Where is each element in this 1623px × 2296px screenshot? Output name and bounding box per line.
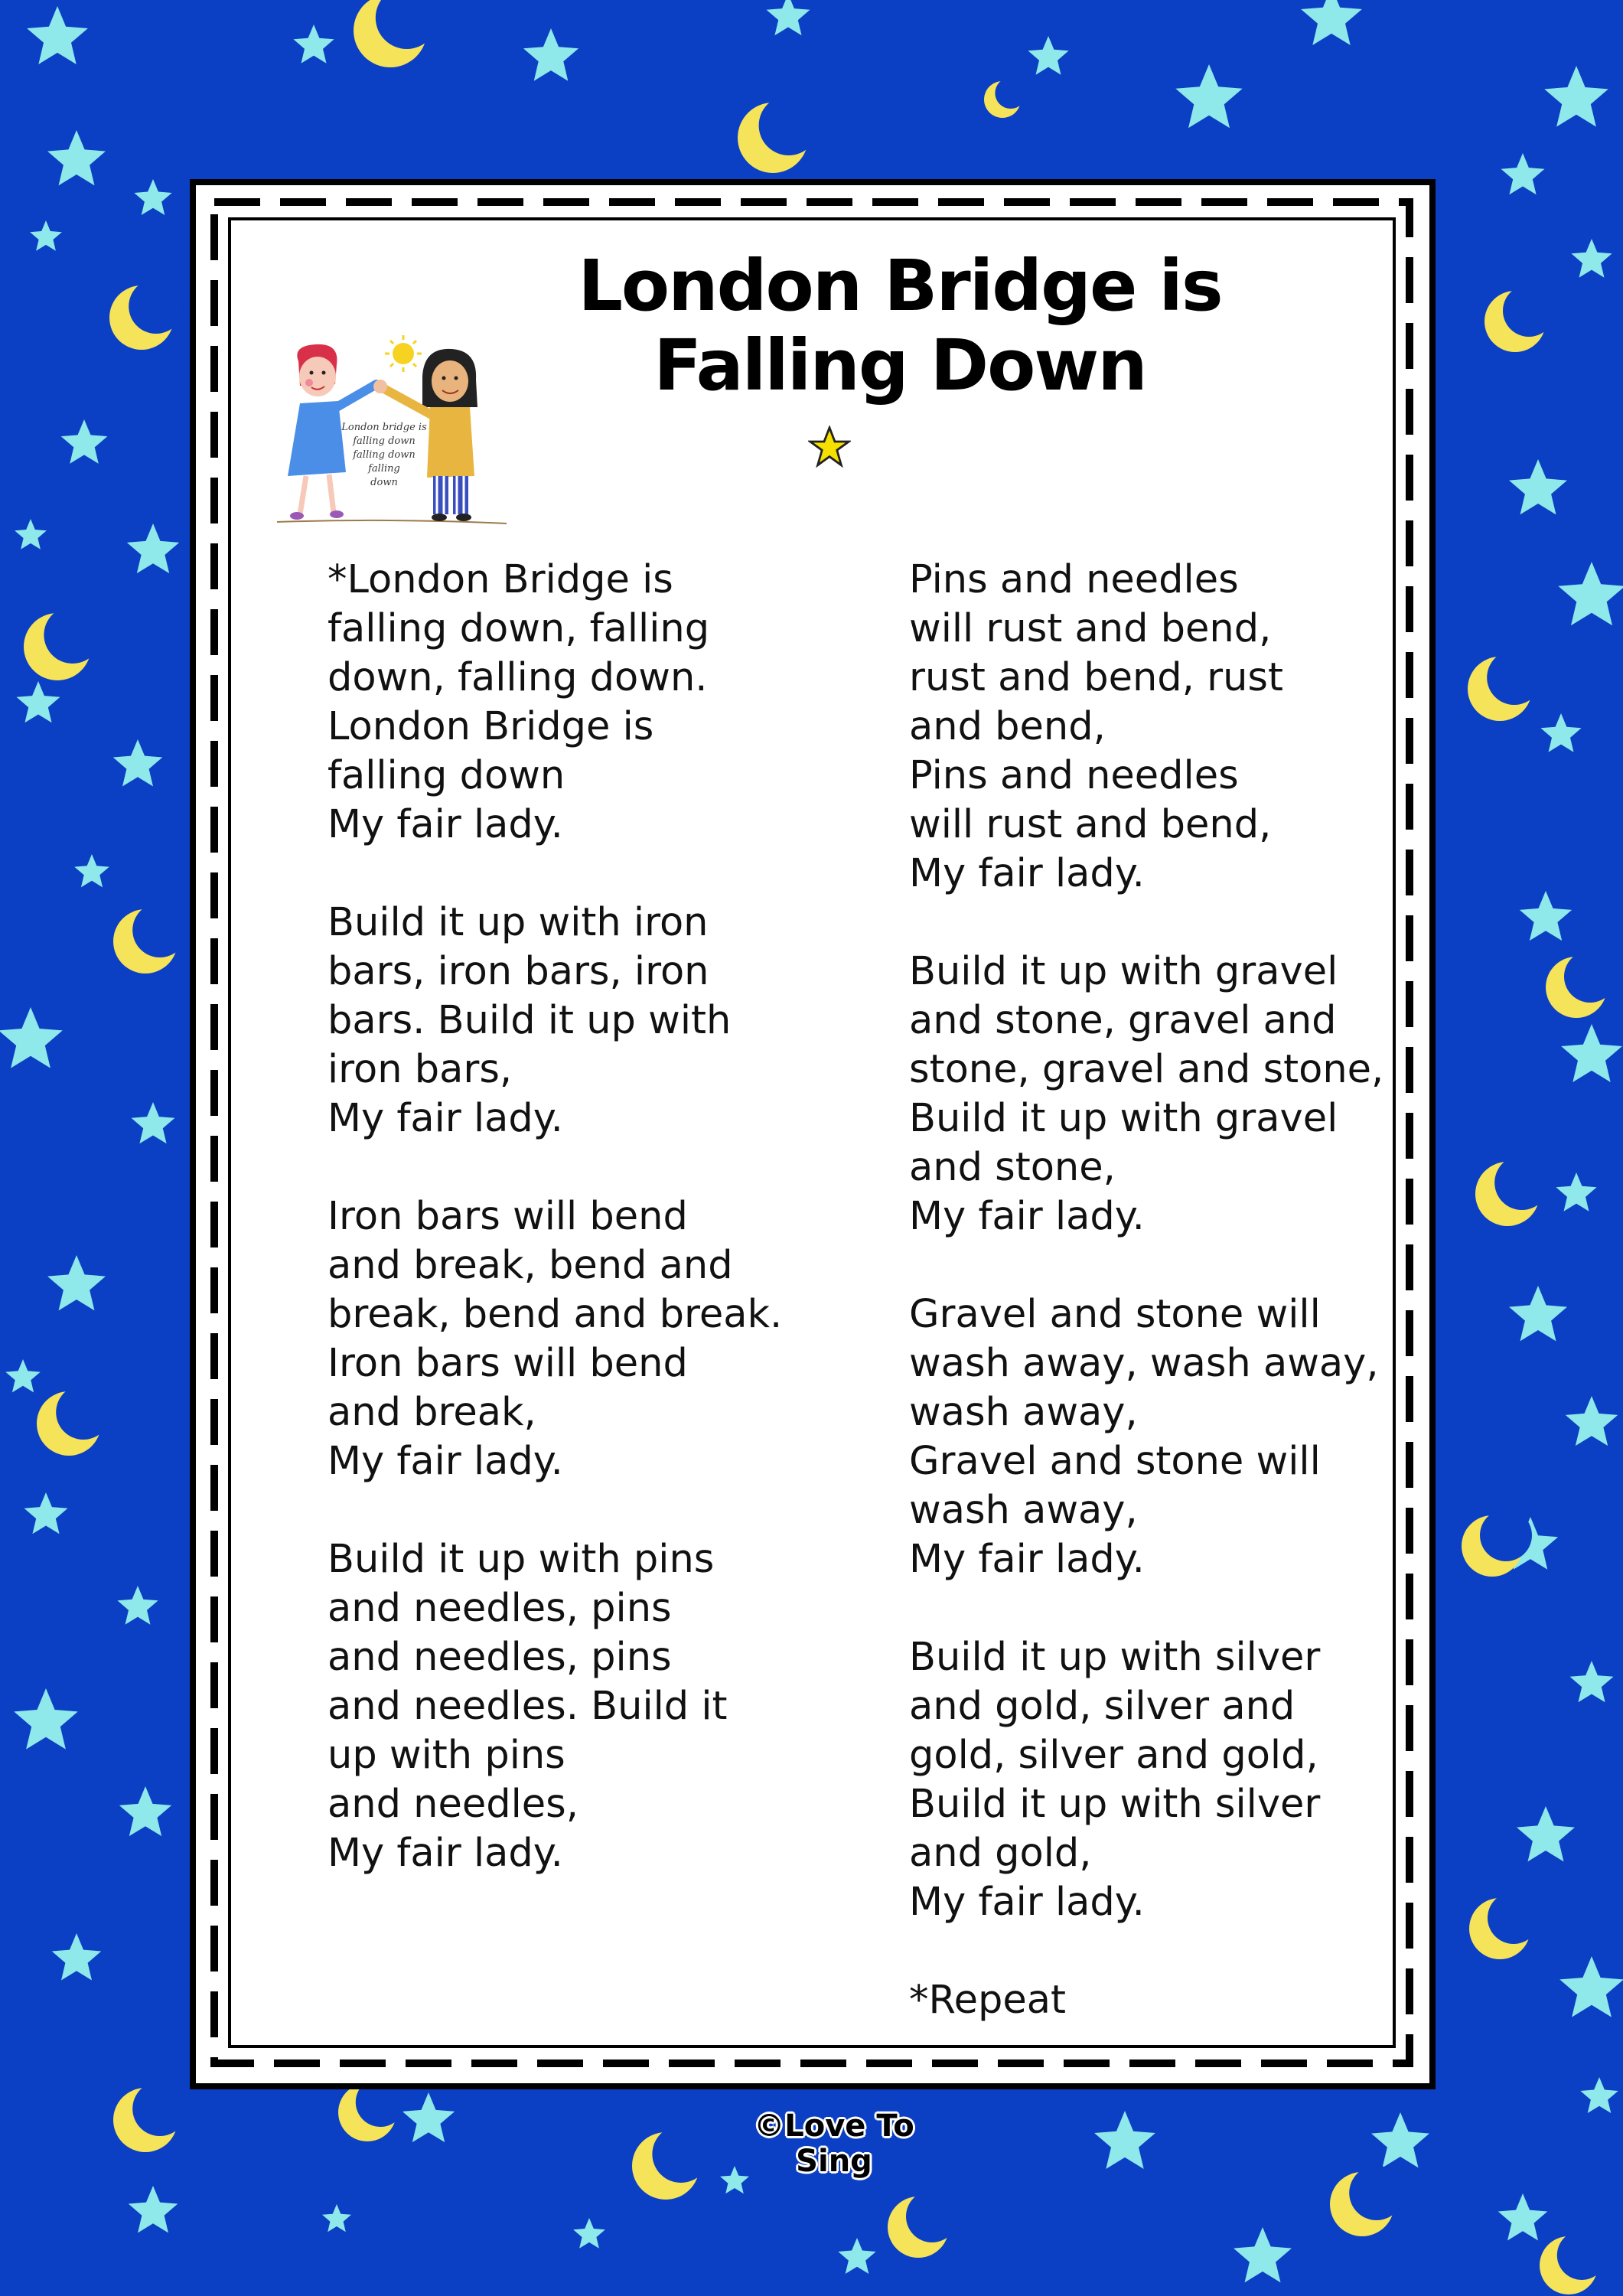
stanza: Build it up with iron bars, iron bars, iron bars. Build it up with iron bars, My fair lady. (328, 900, 732, 1141)
star-icon (117, 1586, 158, 1625)
star-icon (838, 2238, 875, 2274)
star-icon (15, 519, 47, 550)
star-icon (132, 1102, 175, 1143)
svg-text:London bridge is: London bridge is (341, 422, 427, 433)
star-icon (1558, 562, 1623, 625)
moon-icon (354, 0, 438, 67)
star-icon (1371, 2112, 1429, 2167)
song-title: London Bridge is Falling Down (578, 245, 1222, 406)
moon-icon (888, 2190, 958, 2258)
stanza: Build it up with silver and gold, silver and gold, silver and gold, Build it up with silver and gold, My fair lady. (909, 1635, 1321, 1925)
stanza: Build it up with gravel and stone, gravel and stone, gravel and stone, Build it up with gravel and stone, My fair lady. (909, 949, 1384, 1239)
star-icon (127, 523, 179, 573)
stanza: Gravel and stone will wash away, wash away, wash away, Gravel and stone will wash away, My fair lady. (909, 1292, 1379, 1582)
star-icon (27, 6, 88, 64)
star-icon (52, 1933, 102, 1981)
star-icon (1566, 1396, 1618, 1446)
moon-icon (37, 1385, 111, 1456)
lyrics-card (190, 179, 1436, 2089)
star-icon (5, 1359, 41, 1392)
star-icon (17, 681, 60, 722)
star-icon (47, 1255, 106, 1310)
star-icon (1559, 1956, 1623, 2017)
moon-icon (1462, 1509, 1532, 1577)
star-icon (1175, 64, 1242, 128)
star-icon (523, 28, 578, 81)
moon-icon (738, 96, 819, 173)
star-icon (1571, 239, 1612, 278)
star-icon (119, 1786, 171, 1836)
star-icon (129, 2186, 178, 2233)
star-icon (24, 1492, 68, 1534)
star-icon (1540, 713, 1581, 752)
moon-icon (24, 606, 101, 680)
moon-icon (113, 903, 187, 974)
star-icon (1509, 459, 1567, 514)
moon-icon (1484, 285, 1555, 352)
star-icon (47, 130, 106, 185)
stanza: Build it up with pins and needles, pins and needles, pins and needles. Build it up with pins and needles, My fair lady. (328, 1537, 728, 1876)
star-icon (0, 1007, 63, 1068)
star-icon (1570, 1661, 1614, 1702)
stanza: *London Bridge is falling down, falling down, falling down. London Bridge is falling down My fair lady. (328, 557, 710, 847)
star-icon (573, 2218, 605, 2249)
star-icon (14, 1688, 78, 1750)
svg-text:falling: falling (368, 463, 400, 475)
svg-text:down: down (370, 477, 398, 488)
star-icon (1520, 891, 1572, 941)
star-icon (1498, 2193, 1548, 2241)
star-icon (1234, 2227, 1292, 2282)
moon-icon (1475, 1156, 1550, 1226)
moon-icon (113, 2082, 187, 2152)
star-icon (1094, 2111, 1155, 2169)
star-icon (1561, 1024, 1622, 1082)
moon-icon (109, 279, 184, 350)
star-icon (1501, 153, 1545, 194)
moon-icon (1540, 2230, 1606, 2294)
star-icon (1301, 0, 1362, 45)
svg-text:falling down: falling down (353, 435, 416, 447)
star-icon (113, 739, 163, 787)
moon-icon (1546, 951, 1616, 1018)
star-icon (30, 220, 62, 251)
moon-icon (1469, 1892, 1540, 1959)
star-icon (1509, 1286, 1567, 1341)
star-icon (1517, 1806, 1575, 1861)
svg-text:falling down: falling down (353, 449, 416, 461)
two-girls-drawing-icon (269, 331, 514, 530)
star-icon (1028, 36, 1068, 75)
star-icon (767, 0, 810, 35)
star-icon (808, 426, 851, 468)
star-icon (293, 24, 334, 64)
star-icon (134, 179, 171, 215)
stanza: Pins and needles will rust and bend, rust and bend, rust and bend, Pins and needles will rust and bend, My fair lady. (909, 557, 1283, 896)
star-icon (1556, 1172, 1596, 1212)
lyrics-left-column (328, 556, 817, 1927)
star-icon (1580, 2077, 1618, 2113)
moon-icon (632, 2125, 709, 2200)
copyright-label: ©Love To Sing (754, 2108, 914, 2179)
star-icon (74, 854, 109, 887)
moon-icon (1468, 651, 1542, 721)
star-icon (402, 2092, 455, 2142)
star-icon (61, 419, 108, 464)
lyrics-right-column (909, 556, 1437, 2074)
star-icon (1544, 66, 1608, 127)
stanza: Iron bars will bend and break, bend and break, bend and break. Iron bars will bend and break, My fair lady. (328, 1194, 783, 1484)
repeat-note: *Repeat (909, 1978, 1067, 2023)
moon-icon (1330, 2166, 1404, 2236)
moon-icon (984, 77, 1026, 118)
star-icon (322, 2204, 351, 2232)
